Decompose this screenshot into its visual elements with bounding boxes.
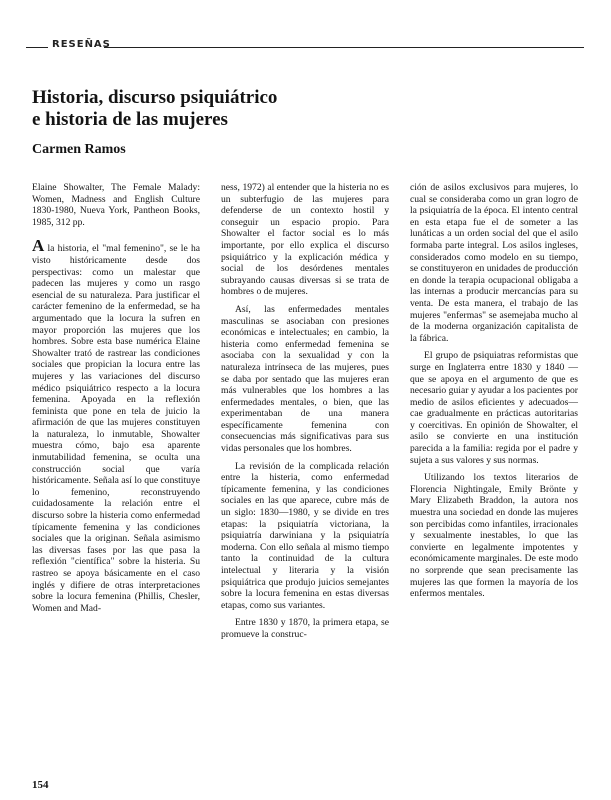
header-rule-right (104, 47, 584, 48)
article-title (32, 87, 432, 131)
book-reference: Elaine Showalter, The Female Malady: Women, Madness and English Culture 1830-1980, Nueva York, Pantheon Books, 1985, 312 pp. (32, 182, 200, 228)
paragraph: Utilizando los textos literarios de Florencia Nightingale, Emily Brönte y Mary Elizabeth Braddon, la autora nos muestra una sociedad en donde las mujeres son percibidas como infantiles, irracionales y sexualmente inestables, lo que las convierte en legalmente impotentes y económicamente marginales. De este modo no sorprende que sean precisamente las mujeres las que formen la mayoría de los enfermos mentales. (410, 472, 578, 600)
article-author: Carmen Ramos (32, 142, 126, 157)
paragraph: Así, las enfermedades mentales masculinas se asociaban con presiones económicas e intelectuales; en cambio, la histeria como enfermedad femenina se asociaba con la sexualidad y con la naturaleza intrínseca de las mujeres, pues se daba por sentado que las mujeres eran más vulnerables que los hombres a las enfermedades mentales, o bien, que las experimentaban de una manera específicamente femenina con consecuencias más significativas para sus vidas personales que los hombres. (221, 303, 389, 455)
page-number: 154 (32, 779, 49, 791)
paragraph: El grupo de psiquiatras reformistas que surge en Inglaterra entre 1830 y 1840 —que se apoya en el argumento de que es necesario guiar y ayudar a los pacientes por medio de asilos eficientes y adecuados— cae gradualmente en prácticas autoritarias y coercitivas. En opinión de Showalter, el asilo se convierte en una institución parecida a la familia: regida por el padre y sujeta a sus valores y sus normas. (410, 350, 578, 466)
drop-cap: A (32, 236, 45, 256)
section-label: RESEÑAS (52, 39, 111, 50)
text-column-1 (32, 182, 200, 614)
article-title-line-2: e historia de las mujeres (32, 109, 228, 130)
paragraph-text: la historia, el "mal femenino", se le ha visto históricamente desde dos perspectivas: como un malestar que padecen las mujeres y como un rasgo esencial de su naturaleza. Para justificar el carácter femenino de la enfermedad, se ha argumentado que la locura la sufren en mayor proporción las mujeres que los hombres. Sobre esta base numérica Elaine Showalter trató de rastrear las condiciones sociales que propician la locura entre las mujeres y las variaciones del discurso médico psiquiátrico respecto a la locura femenina. Apoyada en la reflexión feminista que pone en tela de juicio la afirmación de que las mujeres constituyen la naturaleza, lo inmutable, Showalter muestra cómo, bajo esa aparente inmutabilidad femenina, se oculta una construcción social que varía históricamente. Señala así lo que constituye lo femenino, reconstruyendo cuidadosamente la relación entre el discurso sobre la histeria como enfermedad típicamente femenina y las condiciones sociales que la originan. Señala asimismo las diversas fases por las que pasa la reflexión "científica" sobre la histeria. Su rastreo se apoya básicamente en el caso inglés y difiere de otras interpretaciones sobre la locura femenina (Phillis, Chesler, Women and Mad- (32, 243, 200, 614)
article-title-line-1: Historia, discurso psiquiátrico (32, 87, 278, 108)
paragraph: ness, 1972) al entender que la histeria no es un subterfugio de las mujeres para defenderse de un contexto hostil y conseguir un espacio propio. Para Showalter el factor social es lo más importante, por ello explica el discurso psiquiátrico y la explicación médica y social de los desórdenes mentales subrayando causas diversas si se trata de hombres o de mujeres. (221, 182, 389, 298)
paragraph: La revisión de la complicada relación entre la histeria, como enfermedad típicamente femenina, y las condiciones sociales en las que aparece, cubre más de un siglo: 1830—1980, y se divide en tres etapas: la psiquiatría victoriana, la psiquiatría darwiniana y la psiquiatría moderna. Con ello señala al mismo tiempo tanto la continuidad de la cultura intelectual y literaria y la visión psiquiátrica que produjo juicios semejantes sobre la locura femenina en estas diversas etapas, como sus variantes. (221, 460, 389, 611)
text-column-2 (221, 182, 389, 641)
paragraph: ción de asilos exclusivos para mujeres, lo cual se consideraba como un gran logro de la psiquiatría de la época. El intento central en esta etapa fue el de someter a las lunáticas a un orden social del que el asilo formaba parte integral. Los asilos ingleses, considerados como modelo en su tiempo, se constituyeron en unidades de producción en donde la terapia ocupacional obligaba a las internas a producir mercancías para su venta. De esta manera, el trabajo de las mujeres "enfermas" se asemejaba mucho al de la moderna organización capitalista de la fábrica. (410, 182, 578, 344)
paragraph: Entre 1830 y 1870, la primera etapa, se promueve la construc- (221, 617, 389, 640)
header-rule-left (26, 47, 48, 48)
text-column-3 (410, 182, 578, 600)
paragraph (32, 236, 200, 614)
